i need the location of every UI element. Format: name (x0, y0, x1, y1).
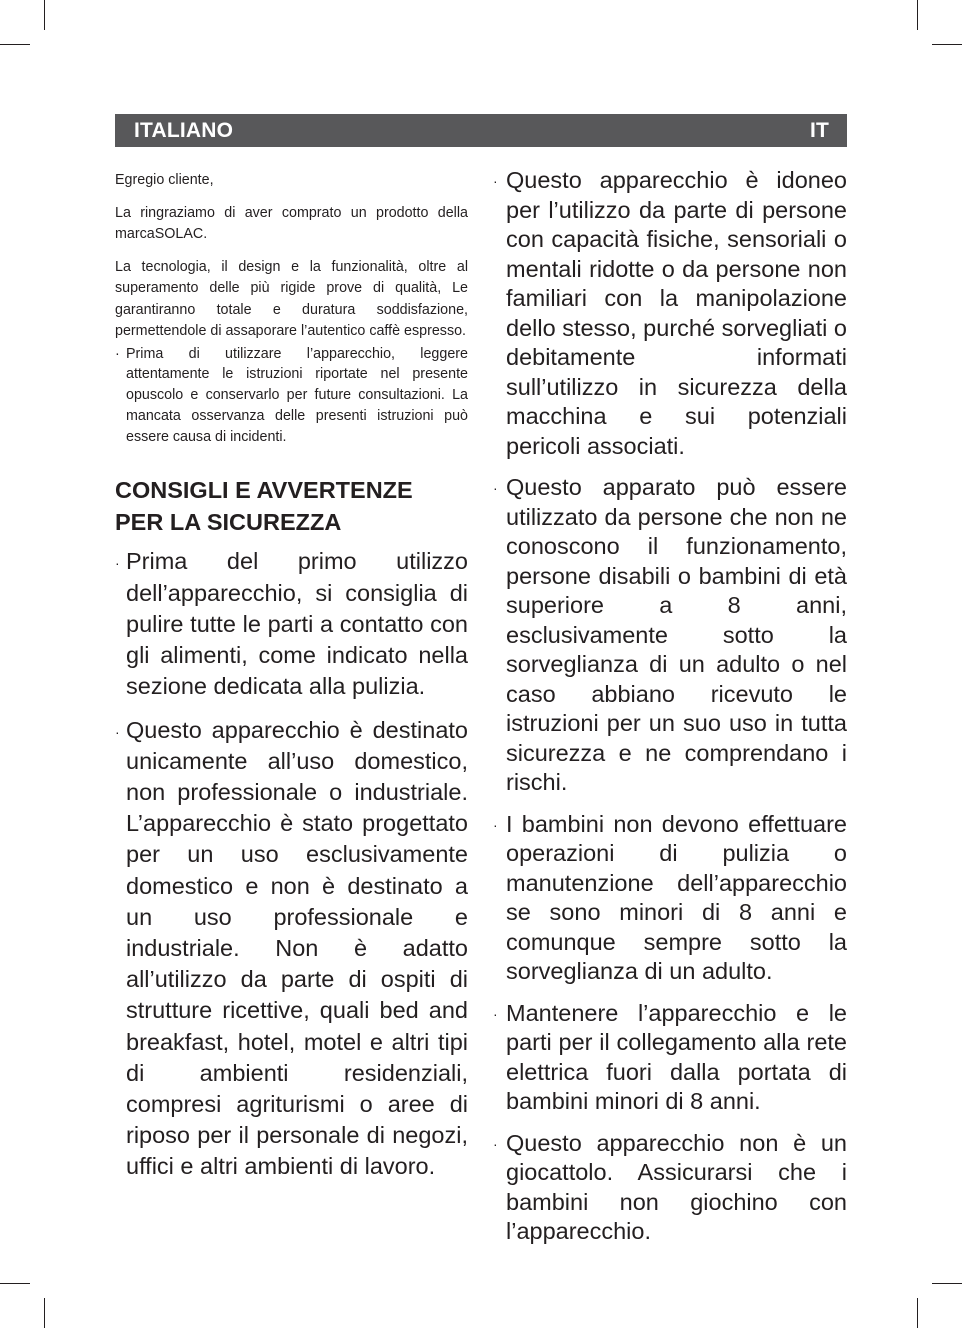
safety-item-text: Questo apparato può essere utilizzato da persone che non ne conoscono il funzionamento, persone disabili o bambini di età superiore a 8 anni, esclusivamente sotto la sorveglianza di un adulto o nel caso abbiano ricevuto le istruzioni per un suo uso in tutta sicurezza e ne comprendano i rischi. (506, 474, 847, 795)
crop-mark (0, 44, 30, 45)
thanks-paragraph: La ringraziamo di aver comprato un prodotto della marcaSOLAC. (115, 204, 468, 242)
safety-item (115, 715, 468, 1183)
language-code: IT (809, 118, 829, 142)
safety-item-text: Prima del primo utilizzo dell’apparecchio, si consiglia di pulire tutte le parti a contatto con gli alimenti, come indicato nella sezione dedicata alla pulizia. (126, 548, 468, 700)
safety-item (493, 166, 847, 461)
safety-item (493, 473, 847, 798)
section-heading-line-1: CONSIGLI E AVVERTENZE (115, 477, 413, 504)
right-column (493, 166, 847, 1247)
safety-item (115, 546, 468, 702)
bullet-dot: · (115, 723, 120, 740)
greeting: Egregio cliente, (115, 172, 214, 188)
crop-mark (917, 0, 918, 30)
section-heading (115, 474, 468, 538)
bullet-dot: · (493, 1135, 498, 1152)
section-heading-line-2: PER LA SICUREZZA (115, 509, 342, 536)
bullet-dot: · (493, 480, 498, 496)
safety-item-text: Mantenere l’apparecchio e le parti per il collegamento alla rete elettrica fuori dalla portata di bambini minori di 8 anni. (506, 999, 847, 1114)
safety-item-text: Questo apparecchio è destinato unicamente all’uso domestico, non professionale o industriale. L’apparecchio è stato progettato per un uso esclusivamente domestico e non è destinato a un uso professionale e industriale. Non è adatto all’utilizzo da parte di ospiti di strutture ricettive, quali bed and breakfast, hotel, motel e altri tipi di ambienti residenziali, compresi agriturismi o aree di riposo per il personale di negozi, uffici e altri ambienti di lavoro. (126, 716, 468, 1180)
language-header-bar (115, 114, 847, 147)
crop-mark (932, 44, 962, 45)
safety-list-right (493, 166, 847, 1247)
technology-paragraph: La tecnologia, il design e la funzionalità, oltre al superamento delle più rigide prove di qualità, Le garantiranno totale e duratura soddisfazione, permettendole di assaporare l’autentico caffè espresso. (115, 258, 468, 339)
crop-mark (932, 1283, 962, 1284)
bullet-dot: · (115, 555, 120, 572)
safety-item-text: Questo apparecchio non è un giocattolo. Assicurarsi che i bambini non giochino con l’apparecchio. (506, 1129, 847, 1244)
safety-item (493, 1129, 847, 1247)
left-column (115, 170, 468, 1183)
crop-mark (44, 0, 45, 30)
crop-mark (917, 1298, 918, 1328)
bullet-dot: · (493, 173, 498, 189)
bullet-dot: · (493, 816, 498, 833)
crop-mark (0, 1283, 30, 1284)
bullet-dot: · (115, 345, 120, 362)
safety-item (493, 999, 847, 1117)
safety-list-left (115, 546, 468, 1182)
intro-bullet (115, 344, 468, 448)
crop-mark (44, 1298, 45, 1328)
safety-item-text: Questo apparecchio è idoneo per l’utilizzo da parte di persone con capacità fisiche, sensoriali o mentali ridotte o da persone non familiari con la manipolazione dello stesso, purché sorvegliati o debitamente informati sull’utilizzo in sicurezza della macchina e sui potenziali pericoli associati. (506, 167, 847, 459)
safety-item (493, 810, 847, 987)
intro-bullet-text: Prima di utilizzare l’apparecchio, leggere attentamente le istruzioni riportate nel presente opuscolo e conservarlo per future consultazioni. La mancata osservanza delle presenti istruzioni può essere causa di incidenti. (126, 345, 468, 445)
safety-item-text: I bambini non devono effettuare operazioni di pulizia o manutenzione dell’apparecchio se sono minori di 8 anni e comunque sempre sotto la sorveglianza di un adulto. (506, 810, 847, 984)
bullet-dot: · (493, 1005, 498, 1022)
language-title: ITALIANO (134, 118, 234, 142)
